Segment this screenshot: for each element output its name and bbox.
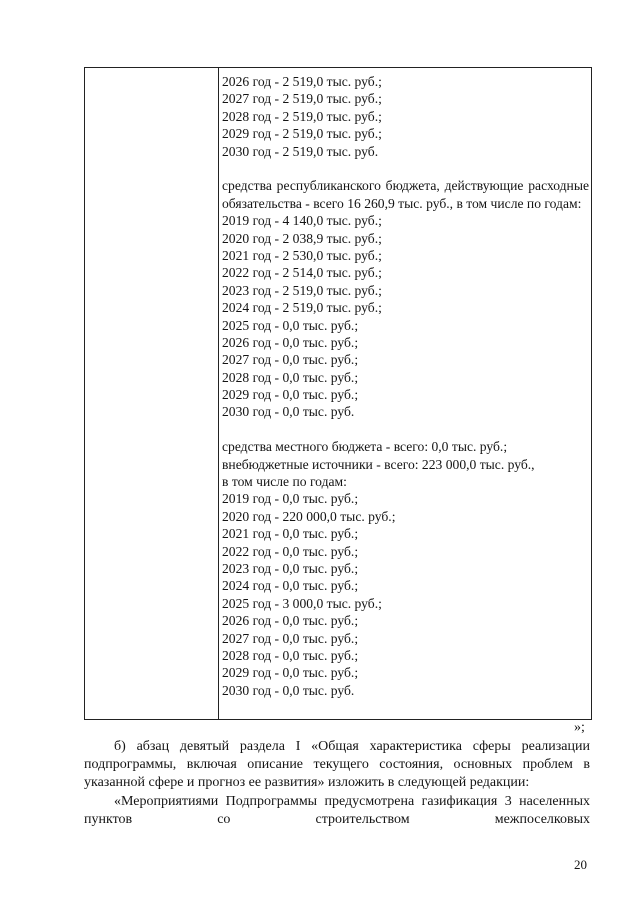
- year-line: 2029 год - 2 519,0 тыс. руб.;: [222, 126, 382, 142]
- body-text: [84, 738, 590, 829]
- year-line: 2027 год - 0,0 тыс. руб.;: [222, 352, 359, 368]
- year-line: 2019 год - 0,0 тыс. руб.;: [222, 491, 359, 507]
- budget-block-2: [222, 212, 589, 421]
- year-line: 2028 год - 2 519,0 тыс. руб.;: [222, 108, 382, 124]
- year-line: 2025 год - 0,0 тыс. руб.;: [222, 317, 359, 333]
- paragraph-quote: «Мероприятиями Подпрограммы предусмотрена газификация 3 населенных пунктов со строительством межпоселковых: [84, 793, 590, 827]
- year-line: 2021 год - 2 530,0 тыс. руб.;: [222, 247, 382, 263]
- year-line: 2029 год - 0,0 тыс. руб.;: [222, 665, 359, 681]
- republic-budget-intro: средства республиканского бюджета, действующие расходные обязательства - всего 16 260,9 тыс. руб., в том числе по годам:: [222, 178, 589, 211]
- year-line: 2026 год - 2 519,0 тыс. руб.;: [222, 74, 382, 89]
- local-budget-line: средства местного бюджета - всего: 0,0 тыс. руб.;: [222, 439, 508, 455]
- year-line: 2019 год - 4 140,0 тыс. руб.;: [222, 213, 382, 229]
- year-line: 2028 год - 0,0 тыс. руб.;: [222, 369, 359, 385]
- year-line: 2026 год - 0,0 тыс. руб.;: [222, 334, 359, 350]
- page-number: 20: [574, 857, 587, 872]
- year-line: 2027 год - 2 519,0 тыс. руб.;: [222, 91, 382, 107]
- year-line: 2030 год - 2 519,0 тыс. руб.: [222, 143, 379, 159]
- year-line: 2021 год - 0,0 тыс. руб.;: [222, 526, 359, 542]
- table-left-column: [85, 68, 219, 719]
- year-line: 2030 год - 0,0 тыс. руб.: [222, 404, 355, 420]
- year-line: 2022 год - 2 514,0 тыс. руб.;: [222, 265, 382, 281]
- year-line: 2027 год - 0,0 тыс. руб.;: [222, 630, 359, 646]
- year-line: 2029 год - 0,0 тыс. руб.;: [222, 387, 359, 403]
- extrabudgetary-line: внебюджетные источники - всего: 223 000,0 тыс. руб.,: [222, 456, 535, 472]
- year-line: 2020 год - 2 038,9 тыс. руб.;: [222, 230, 382, 246]
- year-line: 2023 год - 0,0 тыс. руб.;: [222, 560, 359, 576]
- years-intro-line: в том числе по годам:: [222, 474, 347, 490]
- year-line: 2025 год - 3 000,0 тыс. руб.;: [222, 595, 382, 611]
- year-line: 2022 год - 0,0 тыс. руб.;: [222, 543, 359, 559]
- closing-quote: »;: [574, 720, 585, 735]
- year-line: 2024 год - 2 519,0 тыс. руб.;: [222, 300, 382, 316]
- financing-table: [84, 67, 592, 720]
- year-line: 2026 год - 0,0 тыс. руб.;: [222, 613, 359, 629]
- year-line: 2023 год - 2 519,0 тыс. руб.;: [222, 282, 382, 298]
- paragraph-b: б) абзац девятый раздела I «Общая характеристика сферы реализации подпрограммы, включая описание текущего состояния, основных проблем в указанной сфере и прогноз ее развития» изложить в следующей редакции:: [84, 739, 590, 791]
- year-line: 2028 год - 0,0 тыс. руб.;: [222, 647, 359, 663]
- year-line: 2030 год - 0,0 тыс. руб.: [222, 682, 355, 698]
- year-line: 2024 год - 0,0 тыс. руб.;: [222, 578, 359, 594]
- table-right-column: [218, 68, 591, 719]
- budget-block-1: [222, 73, 589, 160]
- year-line: 2020 год - 220 000,0 тыс. руб.;: [222, 508, 396, 524]
- budget-block-3: [222, 490, 589, 699]
